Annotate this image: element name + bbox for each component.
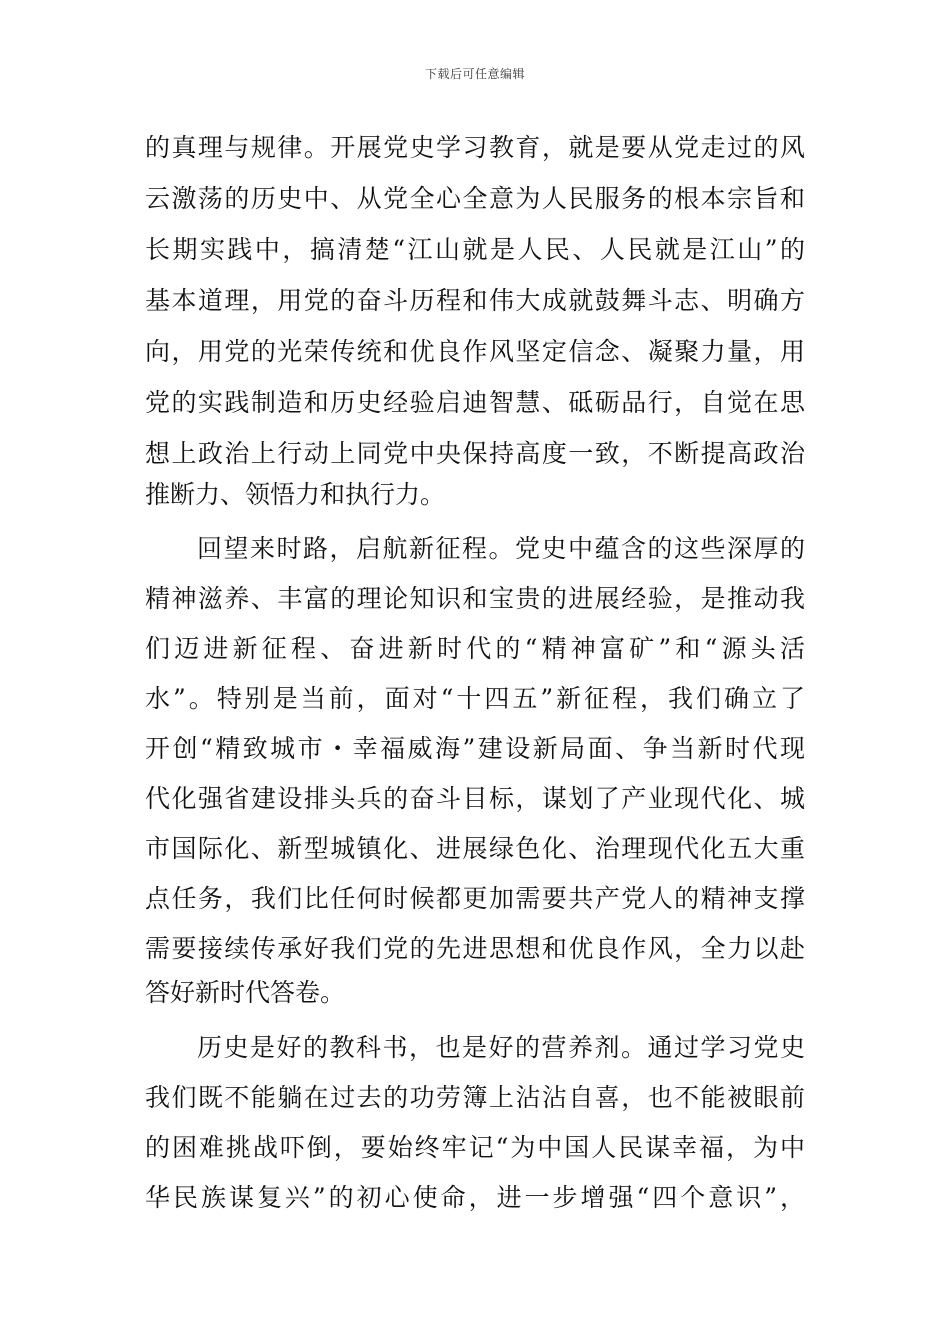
- paragraph-1-line-7: 想上政治上行动上同党中央保持高度一致，不断提高政治: [145, 439, 805, 468]
- paragraph-2-line-8: 点任务，我们比任何时候都更加需要共产党人的精神支撑: [145, 884, 805, 913]
- paragraph-2-line-1: 回望来时路，启航新征程。党史中蕴含的这些深厚的: [197, 534, 805, 563]
- paragraph-3-line-1: 历史是好的教科书，也是好的营养剂。通过学习党史: [197, 1033, 805, 1062]
- paragraph-1-line-8: 推断力、领悟力和执行力。: [145, 480, 446, 509]
- page-header: 下载后可任意编辑: [424, 67, 525, 81]
- paragraph-2-line-5: 开创“精致城市・幸福威海”建设新局面、争当新时代现: [145, 734, 805, 763]
- paragraph-2-line-7: 市国际化、新型城镇化、进展绿色化、治理现代化五大重: [145, 834, 805, 863]
- paragraph-1-line-3: 长期实践中，搞清楚“江山就是人民、人民就是江山”的: [145, 235, 805, 264]
- paragraph-1-line-5: 向，用党的光荣传统和优良作风坚定信念、凝聚力量，用: [145, 337, 805, 366]
- paragraph-2-line-10: 答好新时代答卷。: [145, 978, 346, 1007]
- paragraph-1-line-2: 云激荡的历史中、从党全心全意为人民服务的根本宗旨和: [145, 184, 805, 213]
- paragraph-2-line-9: 需要接续传承好我们党的先进思想和优良作风，全力以赴: [145, 934, 805, 963]
- paragraph-3-line-3: 的困难挑战吓倒，要始终牢记“为中国人民谋幸福，为中: [145, 1133, 805, 1162]
- paragraph-2-line-4: 水”。特别是当前，面对“十四五”新征程，我们确立了: [145, 684, 805, 713]
- paragraph-1-line-6: 党的实践制造和历史经验启迪智慧、砥砺品行，自觉在思: [145, 388, 805, 417]
- paragraph-2-line-6: 代化强省建设排头兵的奋斗目标，谋划了产业现代化、城: [145, 784, 805, 813]
- paragraph-1-line-1: 的真理与规律。开展党史学习教育，就是要从党走过的风: [145, 133, 805, 162]
- paragraph-3-line-4: 华民族谋复兴”的初心使命，进一步增强“四个意识”，: [145, 1183, 805, 1212]
- paragraph-2-line-3: 们迈进新征程、奋进新时代的“精神富矿”和“源头活: [145, 634, 805, 663]
- paragraph-1-line-4: 基本道理，用党的奋斗历程和伟大成就鼓舞斗志、明确方: [145, 286, 805, 315]
- paragraph-2-line-2: 精神滋养、丰富的理论知识和宝贵的进展经验，是推动我: [145, 584, 805, 613]
- paragraph-3-line-2: 我们既不能躺在过去的功劳簿上沾沾自喜，也不能被眼前: [145, 1083, 805, 1112]
